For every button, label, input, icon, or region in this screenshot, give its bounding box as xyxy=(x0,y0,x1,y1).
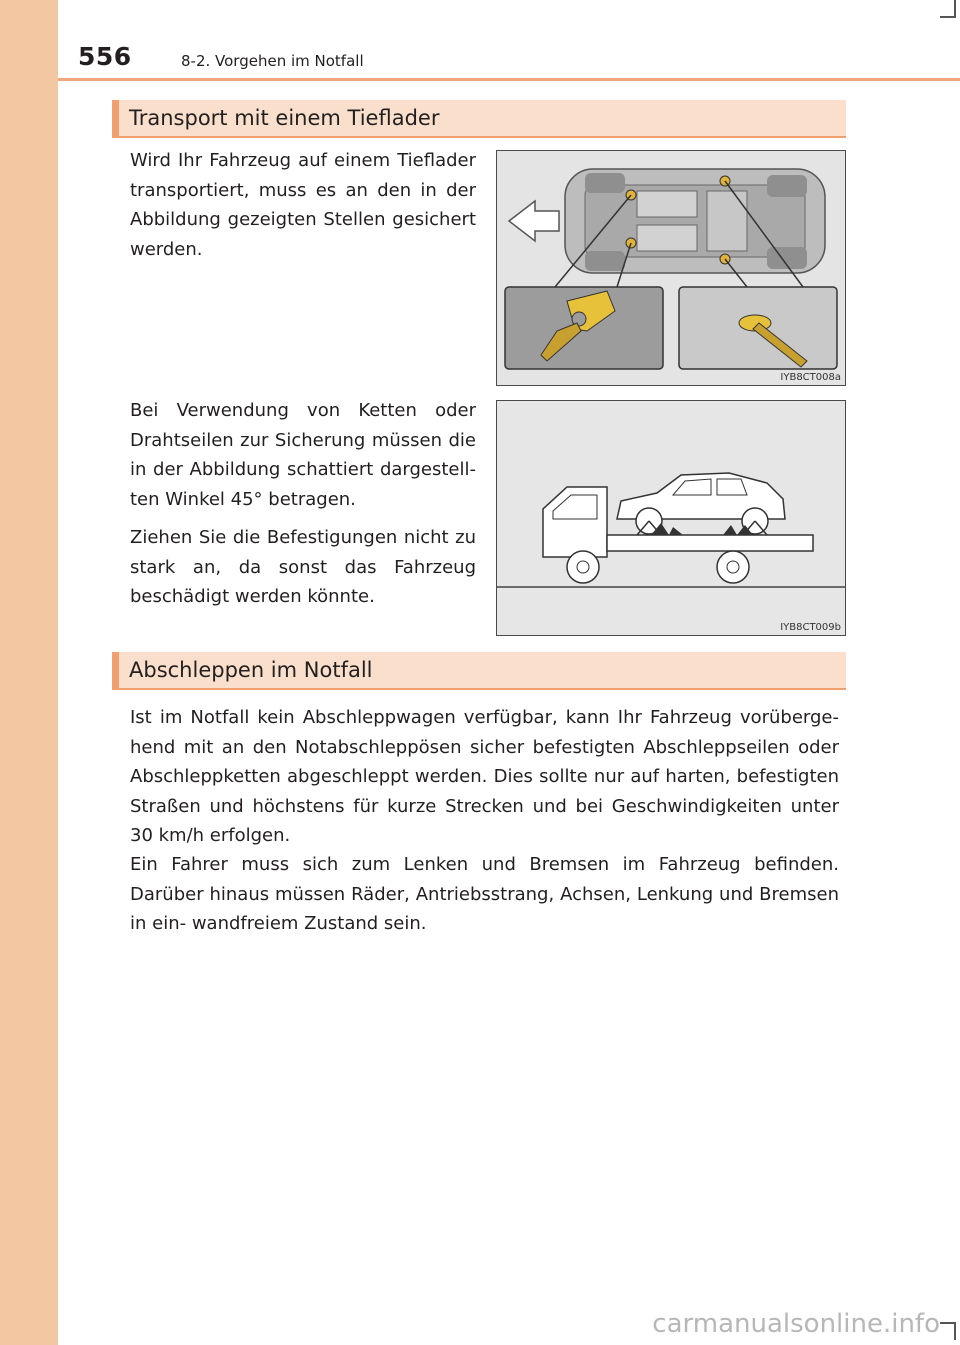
car-on-flatbed-icon xyxy=(497,401,846,636)
watermark: carmanualsonline.info xyxy=(652,1309,940,1339)
paragraph: Bei Verwendung von Ketten oder Drahtseilen zur Sicherung müssen die in der Abbildung schattiert dargestell- ten Winkel 45° betragen. xyxy=(130,400,476,510)
section-heading-towing xyxy=(112,652,846,690)
paragraph: Ein Fahrer muss sich zum Lenken und Bremsen im Fahrzeug befinden. Darüber hinaus müssen Räder, Antriebsstrang, Achsen, Lenkung und Bremsen in ein- wandfreiem Zustand sein. xyxy=(130,854,839,934)
paragraph: Wird Ihr Fahrzeug auf einem Tieflader transportiert, muss es an den in der Abbildung gezeigten Stellen gesichert werden. xyxy=(130,150,476,260)
header-rule xyxy=(58,78,960,81)
figure-tiedown-points xyxy=(496,150,846,386)
crop-mark xyxy=(940,1322,956,1324)
chapter-title: 8-2. Vorgehen im Notfall xyxy=(181,52,364,70)
section-heading-bar xyxy=(112,652,119,688)
section-heading-text: Transport mit einem Tieflader xyxy=(129,106,440,130)
section-heading-text: Abschleppen im Notfall xyxy=(129,658,373,682)
sidebar-margin xyxy=(0,0,58,1345)
paragraph: Ist im Notfall kein Abschleppwagen verfügbar, kann Ihr Fahrzeug vorüberge- hend mit an den Notabschleppösen sicher befestigten Abschleppseilen oder Abschleppketten abgeschleppt werden. Dies sollte nur auf harten, befestigten Straßen und höchstens für kurze Strecken und bei Geschwindigkeiten unter 30 km/h erfolgen. xyxy=(130,707,839,846)
figure-flatbed-truck xyxy=(496,400,846,636)
vehicle-underbody-icon xyxy=(497,151,846,386)
paragraph: Ziehen Sie die Befestigungen nicht zu stark an, da sonst das Fahrzeug beschädigt werden könnte. xyxy=(130,527,476,607)
crop-mark xyxy=(940,16,956,18)
crop-mark xyxy=(954,1322,956,1340)
figure-code: IYB8CT008a xyxy=(780,372,841,383)
figure-code: IYB8CT009b xyxy=(780,622,841,633)
section-heading-bar xyxy=(112,100,119,136)
page-number: 556 xyxy=(78,42,132,71)
section-heading-transport xyxy=(112,100,846,138)
